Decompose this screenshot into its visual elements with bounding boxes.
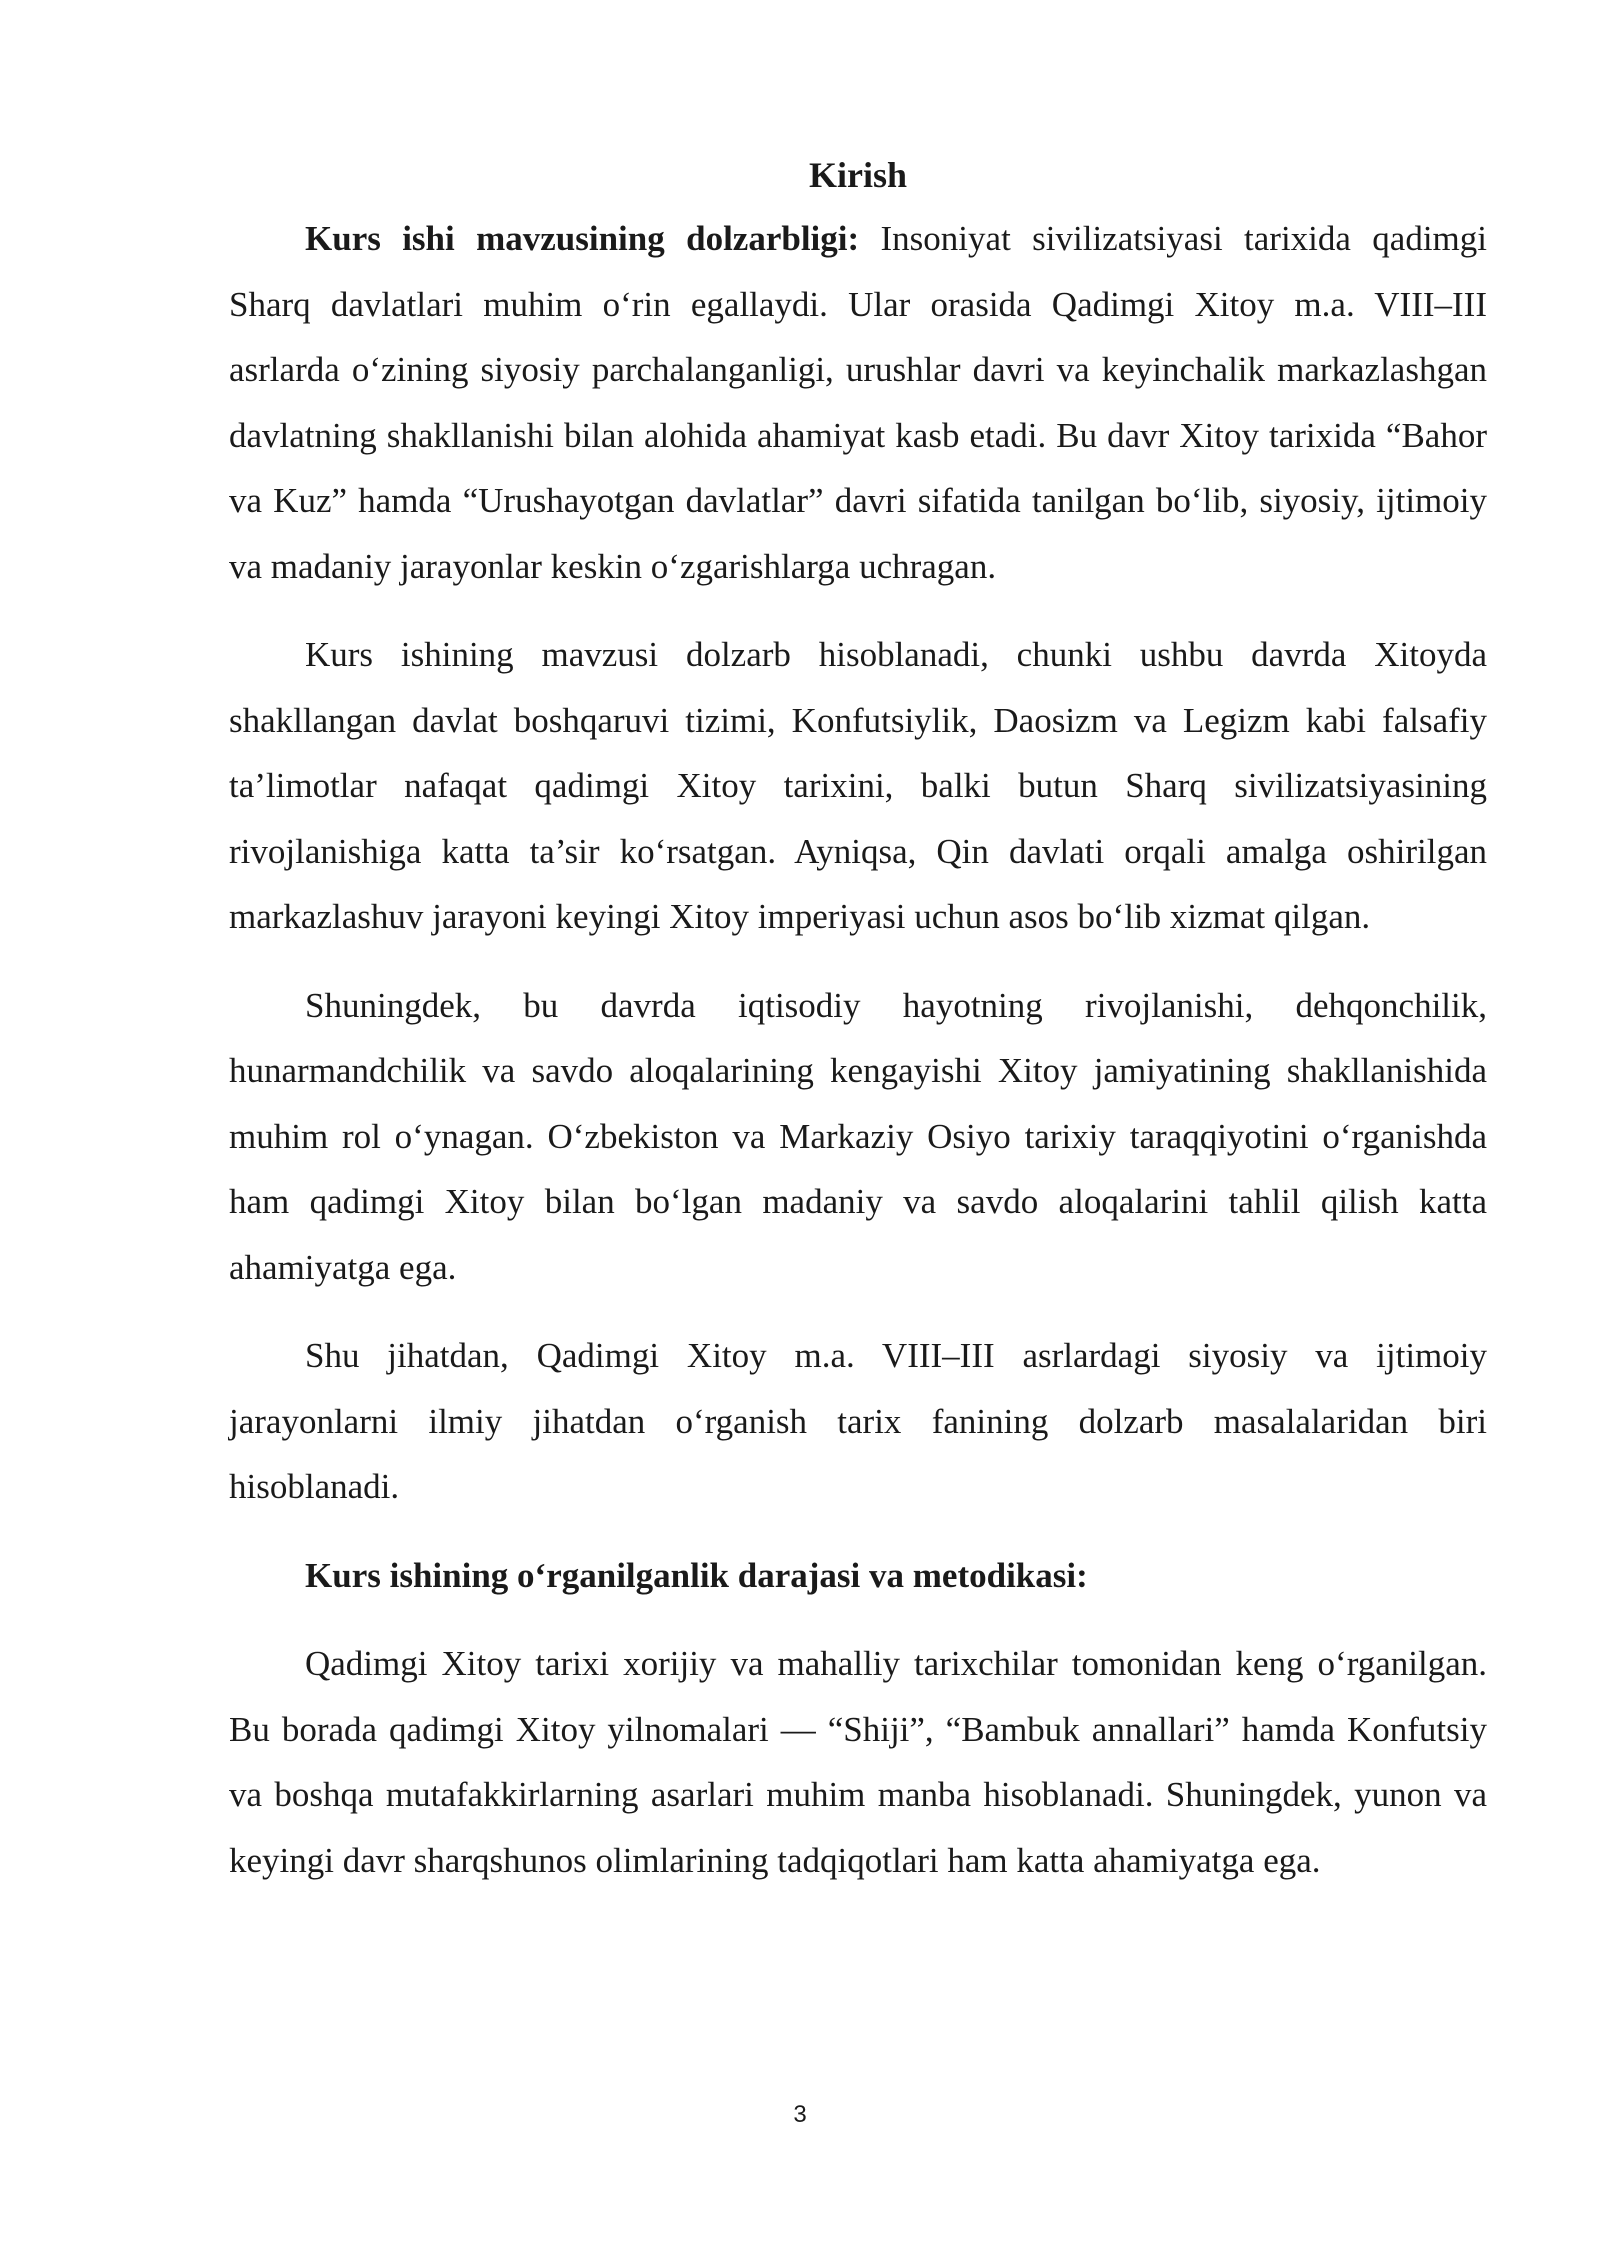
paragraph-methodology: Qadimgi Xitoy tarixi xorijiy va mahalliy tarixchilar tomonidan keng o‘rganilgan. Bu borada qadimgi Xitoy yilnomalari — “Shiji”, “Bambuk annallari” hamda Konfutsiy va boshqa mutafakkirlarning asarlari muhim manba hisoblanadi. Shuningdek, yunon va keyingi davr sharqshunos olimlarining tadqiqotlari ham katta ahamiyatga ega.: [229, 1644, 1487, 1880]
relevance-text: Insoniyat sivilizatsiyasi tarixida qadimgi Sharq davlatlari muhim o‘rin egallaydi. Ular orasida Qadimgi Xitoy m.a. VIII–III asrlarda o‘zining siyosiy parchalanganligi, urushlar davri va keyinchalik markazlashgan davlatning shakllanishi bilan alohida ahamiyat kasb etadi. Bu davr Xitoy tarixida “Bahor va Kuz” hamda “Urushayotgan davlatlar” davri sifatida tanilgan bo‘lib, siyosiy, ijtimoiy va madaniy jarayonlar keskin o‘zgarishlarga uchragan.: [229, 219, 1487, 586]
section-heading-methodology: Kurs ishining o‘rganilganlik darajasi va metodikasi:: [305, 1555, 1088, 1595]
relevance-lead: Kurs ishi mavzusining dolzarbligi:: [305, 219, 860, 258]
page-number: 3: [793, 2101, 807, 2128]
paragraph-economy: Shuningdek, bu davrda iqtisodiy hayotning rivojlanishi, dehqonchilik, hunarmandchilik va savdo aloqalarining kengayishi Xitoy jamiyatining shakllanishida muhim rol o‘ynagan. O‘zbekiston va Markaziy Osiyo tarixiy taraqqiyotini o‘rganishda ham qadimgi Xitoy bilan bo‘lgan madaniy va savdo aloqalarini tahlil qilish katta ahamiyatga ega.: [229, 985, 1487, 1287]
relevance-paragraph: [229, 206, 1487, 599]
document-page: [229, 148, 1487, 1893]
paragraph-conclusion: Shu jihatdan, Qadimgi Xitoy m.a. VIII–III asrlardagi siyosiy va ijtimoiy jarayonlarni ilmiy jihatdan o‘rganish tarix fanining dolzarb masalalaridan biri hisoblanadi.: [229, 1336, 1487, 1506]
paragraph-relevance-reason: Kurs ishining mavzusi dolzarb hisoblanadi, chunki ushbu davrda Xitoyda shakllangan davlat boshqaruvi tizimi, Konfutsiylik, Daosizm va Legizm kabi falsafiy ta’limotlar nafaqat qadimgi Xitoy tarixini, balki butun Sharq sivilizatsiyasining rivojlanishiga katta ta’sir ko‘rsatgan. Ayniqsa, Qin davlati orqali amalga oshirilgan markazlashuv jarayoni keyingi Xitoy imperiyasi uchun asos bo‘lib xizmat qilgan.: [229, 635, 1487, 936]
page-title: Kirish: [808, 155, 907, 195]
